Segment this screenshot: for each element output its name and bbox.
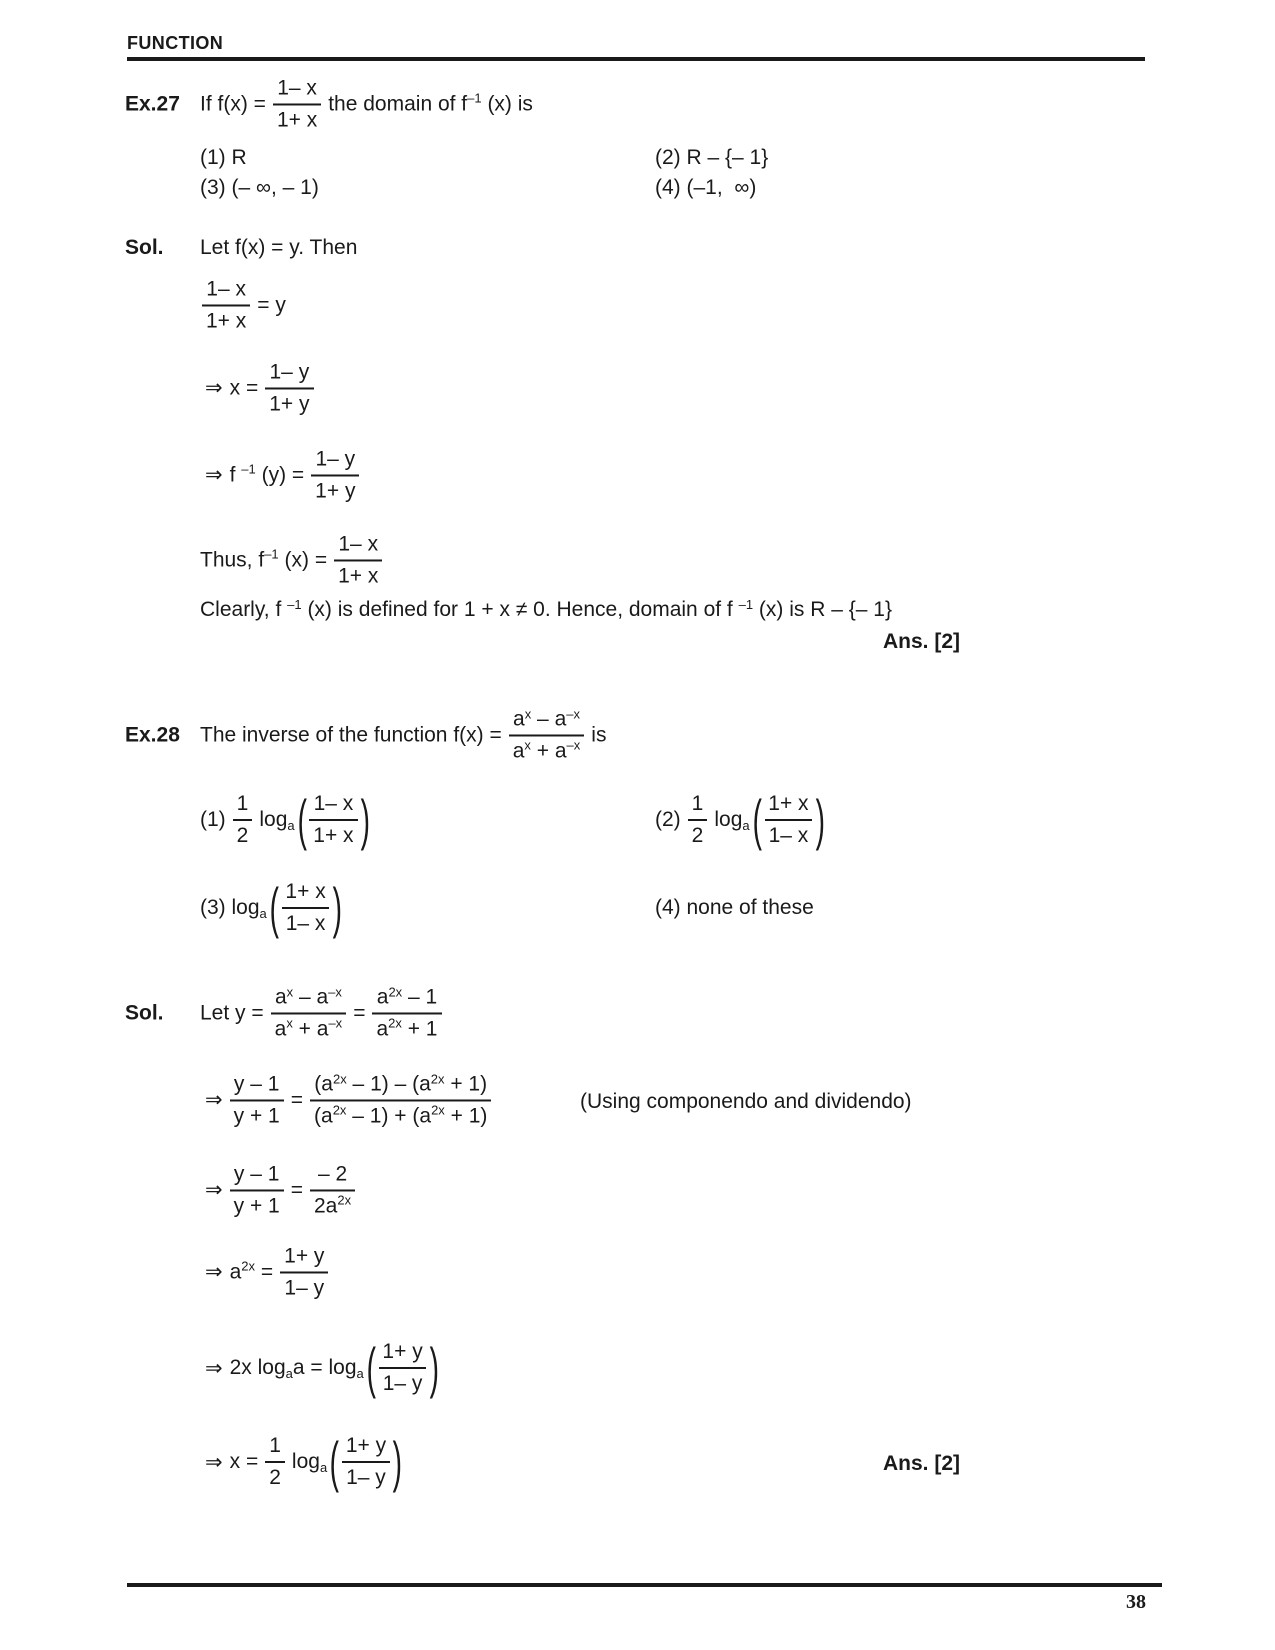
page-number: 38 <box>1126 1591 1146 1613</box>
text: + 1 <box>401 1017 438 1040</box>
right-paren: ) <box>429 1336 439 1399</box>
fraction-numerator <box>310 1072 491 1099</box>
ex27-label: Ex.27 <box>125 92 180 115</box>
equation-lhs <box>230 1260 274 1284</box>
superscript: –1 <box>264 546 279 562</box>
ex28-step-2-note: (Using componendo and dividendo) <box>580 1090 912 1113</box>
equation-lhs <box>230 1356 364 1380</box>
text: f <box>229 463 242 486</box>
subscript: a <box>285 1365 293 1381</box>
text: – 1) – (a <box>346 1072 431 1096</box>
ex27-option-3: (3) (– ∞, – 1) <box>200 176 319 199</box>
equals-sign: = <box>290 1088 303 1111</box>
text: Let y = <box>200 1001 264 1024</box>
page-header-title: FUNCTION <box>127 33 224 53</box>
fraction-numerator: – 2 <box>317 1162 348 1186</box>
superscript: 2x <box>431 1102 445 1118</box>
text: – 1 <box>402 985 438 1009</box>
superscript: –1 <box>738 596 754 612</box>
text: (x) is defined for 1 + x ≠ 0. Hence, domain of f <box>301 598 739 621</box>
fraction <box>372 985 441 1040</box>
fraction <box>230 1162 284 1217</box>
right-paren: ) <box>332 876 342 939</box>
ex27-equation-3 <box>205 447 359 502</box>
superscript: –x <box>328 984 342 1000</box>
superscript: x <box>524 706 532 722</box>
right-paren: ) <box>360 788 370 851</box>
fraction-numerator <box>373 985 441 1012</box>
fraction-one-half <box>233 792 253 847</box>
ex28-solution-step-1 <box>125 985 442 1040</box>
text: a <box>274 1017 287 1040</box>
ex28-solution-step-3 <box>205 1162 355 1217</box>
fraction <box>310 1072 491 1127</box>
ex28-option-4 <box>655 896 814 920</box>
superscript: 2x <box>430 1071 445 1087</box>
fraction-numerator: 1– x <box>313 792 354 816</box>
fraction <box>509 707 585 762</box>
superscript: 2x <box>337 1192 352 1208</box>
text: (y) = <box>255 463 305 486</box>
fraction-denominator: 1+ x <box>334 559 382 588</box>
ex27-option-1: (1) R <box>200 146 247 169</box>
fraction-numerator: 1+ y <box>345 1434 387 1458</box>
text: log <box>714 808 743 831</box>
fraction-denominator: 1+ y <box>311 474 359 503</box>
fraction-denominator: 2 <box>688 819 708 848</box>
text: + a <box>292 1017 329 1040</box>
fraction-denominator <box>310 1189 355 1218</box>
left-paren: ( <box>269 876 279 939</box>
option-tag: (2) <box>655 808 681 831</box>
ex27-sol-intro: Let f(x) = y. Then <box>200 236 358 259</box>
superscript: 2x <box>332 1102 347 1118</box>
fraction-numerator <box>509 707 584 734</box>
fraction <box>281 880 329 935</box>
option-tag: (1) <box>200 808 226 831</box>
superscript: x <box>524 737 531 753</box>
fraction-denominator: 1– x <box>765 819 813 848</box>
implies-arrow: ⇒ <box>205 376 223 400</box>
fraction <box>311 447 359 502</box>
text: + 1) <box>444 1104 488 1127</box>
fraction-numerator: 1 <box>269 1434 281 1458</box>
ex28-option-3 <box>200 876 342 939</box>
fraction <box>271 985 347 1040</box>
fraction-denominator: 1+ x <box>309 819 357 848</box>
implies-arrow: ⇒ <box>205 463 223 487</box>
ex27-conclusion-line <box>200 598 892 622</box>
fraction <box>334 532 382 587</box>
ex27-option-2: (2) R – {– 1} <box>655 146 769 169</box>
text: (x) is R – {– 1} <box>753 598 892 621</box>
ex28-label: Ex.28 <box>125 723 180 746</box>
ex28-sol-label: Sol. <box>125 1001 164 1024</box>
fraction-denominator <box>372 1012 441 1041</box>
footer-rule <box>127 1583 1162 1587</box>
text: 2x log <box>229 1356 286 1379</box>
fraction-one-half <box>688 792 708 847</box>
text: (a <box>314 1104 333 1127</box>
text: (x) is <box>481 92 533 115</box>
text: – a <box>293 985 329 1009</box>
fraction-denominator: 1– y <box>280 1271 328 1300</box>
fraction <box>280 1244 328 1299</box>
fraction-denominator <box>509 734 585 763</box>
equals-sign: = <box>290 1178 303 1201</box>
ex28-question-pre: The inverse of the function f(x) = <box>200 723 502 746</box>
fraction <box>273 76 321 131</box>
option-text: (4) none of these <box>655 896 814 919</box>
ex27-question-row <box>125 76 533 131</box>
ex27-answer: Ans. [2] <box>882 630 960 653</box>
ex27-option-4: (4) (–1, ∞) <box>655 176 757 199</box>
ex28-question-row <box>125 707 606 762</box>
ex28-solution-step-5 <box>205 1336 439 1399</box>
log-expression <box>200 896 267 920</box>
subscript: a <box>742 817 750 833</box>
left-paren: ( <box>329 1430 340 1493</box>
subscript: a <box>259 905 267 921</box>
log-expression <box>714 808 749 832</box>
text: – a <box>531 707 567 731</box>
fraction-numerator: 1– y <box>315 447 356 471</box>
left-paren: ( <box>366 1336 376 1399</box>
ex28-option-1 <box>200 788 370 851</box>
ex27-equation-1 <box>202 277 286 332</box>
text: a <box>512 739 525 762</box>
fraction <box>202 277 250 332</box>
right-paren: ) <box>392 1430 403 1493</box>
equation-lhs <box>200 548 327 572</box>
fraction-denominator <box>271 1012 347 1041</box>
fraction-denominator: 1+ x <box>202 304 250 333</box>
superscript: 2x <box>388 1015 402 1031</box>
ex27-question-post <box>328 92 533 116</box>
right-paren: ) <box>815 788 825 851</box>
fraction-numerator: 1– y <box>269 360 310 384</box>
text: – 1) + (a <box>346 1104 432 1127</box>
log-expression <box>292 1450 327 1474</box>
text: the domain of f <box>328 92 468 115</box>
ex28-solution-step-4 <box>205 1244 328 1299</box>
log-expression <box>259 808 294 832</box>
equation-rhs: = y <box>257 293 286 316</box>
implies-arrow: ⇒ <box>205 1178 223 1202</box>
text: (3) log <box>200 896 260 919</box>
superscript: –1 <box>287 596 302 612</box>
superscript: –1 <box>241 461 256 477</box>
equation-lhs: x = <box>229 1450 259 1473</box>
left-paren: ( <box>297 788 307 851</box>
equals-sign: = <box>353 1001 366 1024</box>
text: a <box>229 1260 242 1283</box>
text: + a <box>530 739 567 762</box>
fraction-numerator: 1– x <box>277 76 317 100</box>
superscript: x <box>286 984 294 1000</box>
text: (x) = <box>278 548 328 571</box>
fraction <box>310 1162 355 1217</box>
implies-arrow: ⇒ <box>205 1356 223 1380</box>
implies-arrow: ⇒ <box>205 1450 223 1474</box>
text: log <box>291 1450 320 1473</box>
ex28-solution-step-6 <box>205 1430 403 1493</box>
ex27-equation-2 <box>205 360 314 415</box>
superscript: x <box>286 1015 293 1031</box>
text: Clearly, f <box>200 598 288 621</box>
ex28-solution-step-2 <box>205 1072 491 1127</box>
subscript: a <box>356 1365 364 1381</box>
fraction-numerator: 1+ x <box>285 880 326 904</box>
fraction-one-half <box>265 1434 285 1489</box>
ex27-equation-4 <box>200 532 382 587</box>
fraction-denominator: y + 1 <box>230 1189 284 1218</box>
fraction <box>764 792 812 847</box>
superscript: 2x <box>241 1258 256 1274</box>
fraction-numerator: 1– x <box>206 277 246 301</box>
ex28-option-2 <box>655 788 825 851</box>
fraction-numerator: 1+ y <box>382 1340 423 1364</box>
text: (a <box>314 1072 333 1096</box>
text: a <box>376 985 389 1009</box>
superscript: –x <box>328 1015 343 1031</box>
fraction-numerator: y – 1 <box>233 1072 280 1096</box>
ex27-solution-intro-row <box>125 236 357 260</box>
fraction-numerator: 1 <box>691 792 704 816</box>
fraction-numerator <box>271 985 346 1012</box>
fraction-denominator: 1– x <box>282 907 330 936</box>
ex28-answer: Ans. [2] <box>882 1452 960 1475</box>
text: a <box>513 707 525 731</box>
fraction <box>309 792 357 847</box>
text: = <box>255 1260 274 1283</box>
fraction-denominator: 2 <box>265 1461 285 1490</box>
text: 2a <box>314 1194 338 1217</box>
fraction <box>265 360 313 415</box>
fraction-denominator: 2 <box>233 819 253 848</box>
ex27-sol-label: Sol. <box>125 236 164 259</box>
fraction-numerator: 1 <box>236 792 249 816</box>
text: log <box>259 808 288 831</box>
header-rule <box>127 57 1145 61</box>
fraction <box>378 1340 426 1395</box>
subscript: a <box>287 817 295 833</box>
fraction <box>342 1434 390 1489</box>
fraction-denominator <box>310 1099 491 1128</box>
subscript: a <box>319 1459 328 1475</box>
fraction-denominator: 1– y <box>342 1461 390 1490</box>
ex27-question-pre: If f(x) = <box>200 92 266 115</box>
text: a = log <box>292 1356 357 1379</box>
fraction-numerator: 1– x <box>338 532 379 556</box>
equation-lhs: x = <box>229 376 259 399</box>
fraction <box>230 1072 284 1127</box>
superscript: –x <box>566 706 580 722</box>
text: a <box>274 985 287 1009</box>
superscript: –x <box>566 737 581 753</box>
text: a <box>376 1017 389 1040</box>
implies-arrow: ⇒ <box>205 1260 223 1284</box>
superscript: 2x <box>388 984 403 1000</box>
text: + 1) <box>444 1072 488 1096</box>
superscript: –1 <box>467 90 482 106</box>
fraction-denominator: 1– y <box>379 1367 427 1396</box>
fraction-denominator: 1+ x <box>273 103 321 132</box>
text: Thus, f <box>200 548 265 571</box>
fraction-numerator: 1+ y <box>284 1244 325 1268</box>
fraction-numerator: y – 1 <box>233 1162 280 1186</box>
implies-arrow: ⇒ <box>205 1088 223 1112</box>
left-paren: ( <box>752 788 762 851</box>
fraction-denominator: y + 1 <box>230 1099 284 1128</box>
fraction-denominator: 1+ y <box>265 387 313 416</box>
superscript: 2x <box>332 1071 347 1087</box>
equation-lhs <box>230 463 305 487</box>
ex28-question-post: is <box>591 723 607 746</box>
fraction-numerator: 1+ x <box>768 792 809 816</box>
